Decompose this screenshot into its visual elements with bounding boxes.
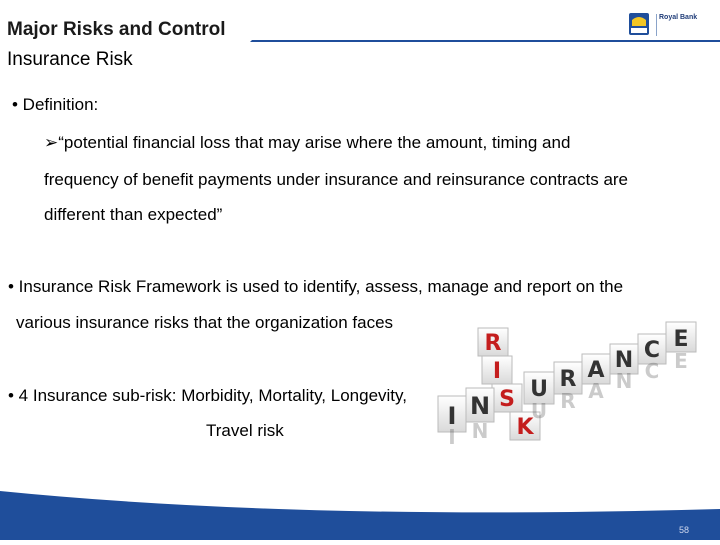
svg-text:U: U <box>530 399 548 423</box>
svg-text:S: S <box>499 387 515 412</box>
definition-line-1: ➢“potential financial loss that may arise where the amount, timing and <box>44 133 571 152</box>
svg-text:I: I <box>448 425 456 448</box>
definition-line-3: different than expected” <box>44 205 223 224</box>
insurance-risk-crossword-image <box>420 318 720 448</box>
subrisk-line-2: Travel risk <box>206 421 284 440</box>
svg-text:R: R <box>560 389 576 413</box>
page-number: 58 <box>678 525 689 535</box>
svg-text:I: I <box>447 402 457 430</box>
svg-text:K: K <box>516 415 534 440</box>
definition-line-2: frequency of benefit payments under insurance and reinsurance contracts are <box>44 170 629 189</box>
svg-text:N: N <box>471 419 489 443</box>
definition-label: • Definition: <box>12 95 99 114</box>
svg-text:R: R <box>484 331 502 356</box>
logo-divider <box>656 14 657 36</box>
svg-text:U: U <box>530 377 548 402</box>
subrisk-line-1: • 4 Insurance sub-risk: Morbidity, Mortality, Longevity, <box>8 386 407 405</box>
svg-text:R: R <box>559 367 577 392</box>
svg-text:C: C <box>643 338 661 363</box>
svg-text:A: A <box>588 379 604 403</box>
svg-text:N: N <box>615 369 633 393</box>
slide-title: Major Risks and Control <box>7 19 226 40</box>
svg-text:I: I <box>492 359 502 384</box>
svg-text:A: A <box>587 358 605 383</box>
footer-band <box>0 490 720 540</box>
svg-text:N: N <box>469 392 491 420</box>
svg-text:C: C <box>644 359 660 383</box>
slide-subtitle: Insurance Risk <box>7 49 133 70</box>
svg-text:N: N <box>614 348 634 373</box>
logo-text: Royal Bank <box>659 14 698 21</box>
shield-icon <box>628 12 650 36</box>
framework-line-2: various insurance risks that the organization faces <box>16 313 394 332</box>
royal-bank-logo <box>626 10 700 42</box>
framework-line-1: • Insurance Risk Framework is used to identify, assess, manage and report on the <box>8 277 624 296</box>
footer-swoosh <box>0 490 720 540</box>
svg-text:E: E <box>673 327 689 352</box>
svg-text:E: E <box>674 349 688 373</box>
